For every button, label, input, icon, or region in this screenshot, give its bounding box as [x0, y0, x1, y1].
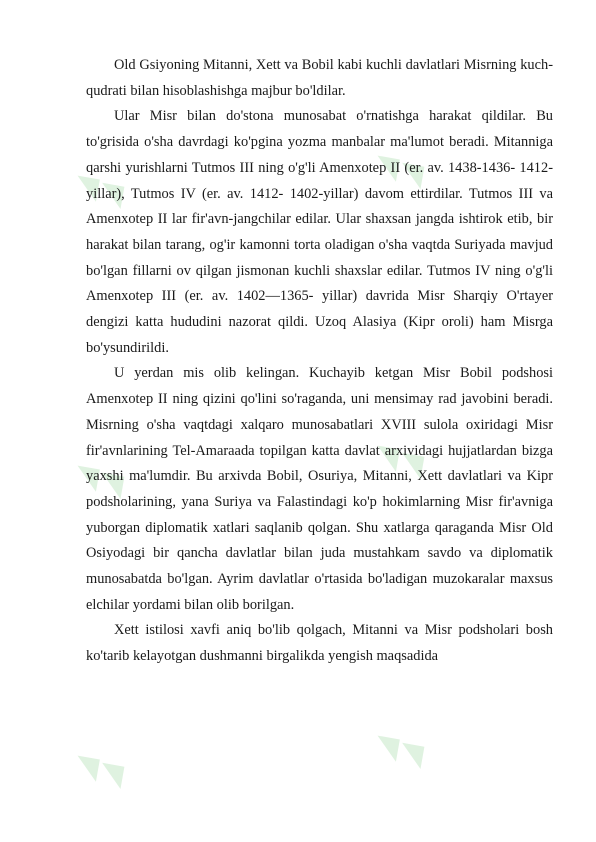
paragraph: Ular Misr bilan do'stona munosabat o'rnatishga harakat qildilar. Bu to'grisida o'sha davrdagi ko'pgina yozma manbalar ma'lumot beradi. Mitanniga qarshi yurishlarni Tutmos III ning o'g'li Amenxotep II (er. av. 1438-1436- 1412-yillar), Tutmos IV (er. av. 1412- 1402-yillar) davom ettirdilar. Tutmos III va Amenxotep II lar fir'avn-jangchilar edilar. Ular shaxsan jangda ishtirok etib, bir harakat bilan tarang, og'ir kamonni torta oladigan o'sha vaqtda Suriyada mavjud bo'lgan fillarni ov qilgan jismonan kuchli shaxslar edilar. Tutmos IV ning o'g'li Amenxotep III (er. av. 1402—1365- yillar) davrida Misr Sharqiy O'rtayer dengizi katta hududini nazorat qildi. Uzoq Alasiya (Kipr oroli) ham Misrga bo'ysundirildi.	[86, 108, 553, 356]
leaf-logo-icon	[372, 712, 439, 784]
body-text	[86, 53, 553, 670]
leaf-logo-icon	[72, 732, 139, 804]
watermark-logo	[41, 676, 189, 834]
paragraph: U yerdan mis olib kelingan. Kuchayib ketgan Misr Bobil podshosi Amenxotep II ning qizini qo'lini so'raganda, uni mensimay rad javobini beradi. Misrning o'sha vaqtdagi xalqaro munosabatlari XVIII sulola oxiridagi Misr fir'avnlarining Tel-Amaraada topilgan katta davlat arxividagi hujjatlardan bizga yaxshi ma'lumdir. Bu arxivda Bobil, Osuriya, Mitanni, Xett davlatlari va Kipr podsholarining, yana Suriya va Falastindagi ko'p hokimlarning Misr fir'avniga yuborgan diplomatik xatlari saqlanib qolgan. Shu xatlarga qaraganda Misr Old Osiyodagi bir qancha davlatlar bilan juda mustahkam savdo va diplomatik munosabatda bo'lgan. Ayrim davlatlar o'rtasida bo'ladigan muzokaralar maxsus elchilar yordami bilan olib borilgan.	[86, 365, 553, 613]
watermark-logo	[341, 656, 489, 814]
paragraph: Old Gsiyoning Mitanni, Xett va Bobil kabi kuchli davlatlari Misrning kuch-qudrati bilan hisoblashishga majbur bo'ldilar.	[86, 57, 553, 99]
paragraph: Xett istilosi xavfi aniq bo'lib qolgach, Mitanni va Misr podsholari bosh ko'tarib kelayotgan dushmanni birgalikda yengish maqsadida	[86, 622, 553, 665]
